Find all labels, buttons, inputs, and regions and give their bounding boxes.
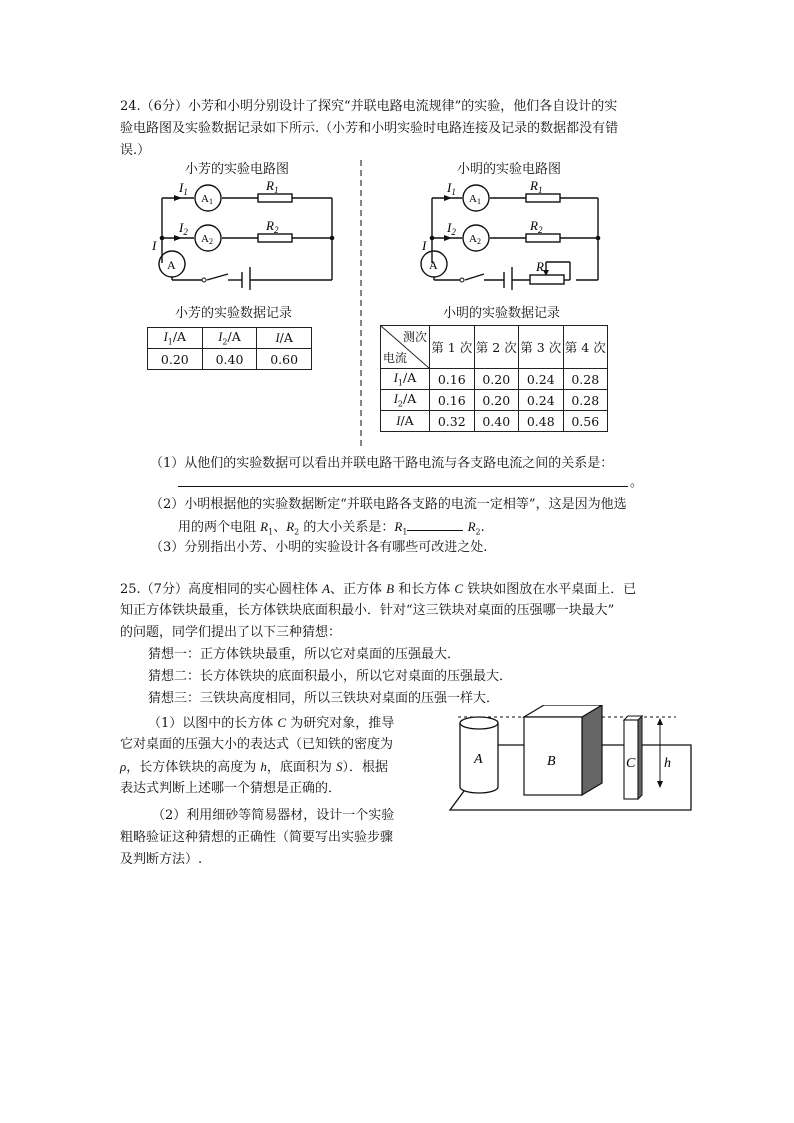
fang-ammeter-a: A	[167, 258, 176, 272]
fang-i2-label: $I_2$	[179, 220, 188, 237]
q25-part1-line3: ρ，长方体铁块的高度为 h，底面积为 S）．根据	[120, 759, 389, 775]
q25-part1-line2: 它对桌面的压强大小的表达式（已知铁的密度为	[120, 737, 394, 752]
table-cell: 0.40	[474, 411, 519, 432]
q24-sub3: （3）分别指出小芳、小明的实验设计各有哪些可改进之处.	[150, 540, 488, 555]
table-row	[381, 390, 608, 411]
fang-table-header-row	[148, 328, 312, 349]
q25-guess2: 猜想二：长方体铁块的底面积最小，所以它对桌面的压强最大．	[148, 669, 513, 684]
table-cell: 0.28	[563, 390, 608, 411]
ming-i2-label: $I_2$	[447, 220, 456, 237]
label-h: h	[664, 756, 671, 771]
table-cell: 0.20	[474, 390, 519, 411]
table-row	[381, 369, 608, 390]
table-cell: 0.48	[519, 411, 564, 432]
fang-circuit-title: 小芳的实验电路图	[185, 162, 290, 177]
fang-header-i1: $I_1/A$	[148, 328, 203, 349]
q24-intro-line2: 验电路图及实验数据记录如下所示.（小芳和小明实验时电路连接及记录的数据都没有错	[120, 121, 619, 136]
ming-data-table	[380, 325, 608, 432]
column-header: 第 2 次	[474, 326, 519, 369]
ming-i-label: I	[422, 238, 427, 253]
q25-part2-line3: 及判断方法）.	[120, 852, 203, 867]
q24-sub1-answer-line	[178, 486, 628, 487]
ming-table-header-row	[381, 326, 608, 369]
table-cell: 0.32	[430, 411, 475, 432]
q25-guess3: 猜想三：三铁块高度相同，所以三铁块对桌面的压强一样大．	[148, 691, 500, 706]
table-cell: 0.40	[202, 349, 257, 370]
q25-part1-line1: （1）以图中的长方体 C 为研究对象，推导	[148, 715, 395, 731]
corner-top-label: 测次	[402, 330, 427, 344]
table-cell: 0.20	[474, 369, 519, 390]
ming-rheostat-label: R	[536, 259, 544, 274]
q24-sub1: （1）从他们的实验数据可以看出并联电路干路电流与各支路电流之间的关系是：	[150, 456, 614, 471]
table-cell: 0.56	[563, 411, 608, 432]
row-header: $I_2/A$	[381, 390, 430, 411]
fang-r1-label: $R_1$	[266, 178, 279, 195]
fang-ammeter-a1: A1	[201, 193, 213, 206]
ming-circuit-diagram	[420, 178, 610, 290]
dashed-divider	[355, 160, 367, 450]
table-cell: 0.16	[430, 390, 475, 411]
column-header: 第 4 次	[563, 326, 608, 369]
fang-header-i: I/A	[257, 328, 312, 349]
q24-sub2-line1: （2）小明根据他的实验数据断定“并联电路各支路的电流一定相等”，这是因为他选	[150, 497, 627, 512]
table-row	[381, 411, 608, 432]
fang-i-label: I	[152, 238, 157, 253]
q25-guess1: 猜想一：正方体铁块最重，所以它对桌面的压强最大．	[148, 647, 461, 662]
ming-table-title: 小明的实验数据记录	[443, 306, 561, 321]
ming-r1-label: $R_1$	[530, 178, 543, 195]
ming-corner-cell	[381, 326, 430, 369]
fang-header-i2: $I_2/A$	[202, 328, 257, 349]
row-header: $I_1/A$	[381, 369, 430, 390]
label-a: A	[474, 752, 483, 767]
q24-sub2-line2: 用的两个电阻 $R_1$、$R_2$ 的大小关系是：$R_1$ $R_2$.	[178, 519, 485, 537]
ming-ammeter-a1: A1	[469, 193, 481, 206]
cube-b	[524, 705, 602, 795]
q25-line1: 25.（7分）高度相同的实心圆柱体 A、正方体 B 和长方体 C 铁块如图放在水平桌面上．已	[120, 581, 637, 597]
iron-blocks-figure	[428, 705, 698, 815]
fang-data-table	[147, 327, 312, 370]
fang-circuit-diagram	[152, 178, 342, 290]
ming-ammeter-a: A	[429, 258, 438, 272]
column-header: 第 1 次	[430, 326, 475, 369]
label-c: C	[626, 756, 636, 771]
q24-intro-line3: 误.）	[120, 143, 151, 158]
fang-table-value-row	[148, 349, 312, 370]
corner-bottom-label: 电流	[383, 351, 408, 365]
fang-i1-label: $I_1$	[179, 180, 188, 197]
q25-line3: 的问题，同学们提出了以下三种猜想：	[120, 625, 342, 640]
fang-ammeter-a2: A2	[201, 233, 213, 246]
row-header: I/A	[381, 411, 430, 432]
table-cell: 0.24	[519, 390, 564, 411]
ming-i1-label: $I_1$	[447, 180, 456, 197]
ming-r2-label: $R_2$	[530, 218, 543, 235]
q25-part1-line4: 表达式判断上述哪一个猜想是正确的．	[120, 781, 342, 796]
column-header: 第 3 次	[519, 326, 564, 369]
ming-circuit-title: 小明的实验电路图	[457, 162, 562, 177]
q25-line2: 知正方体铁块最重，长方体铁块底面积最小．针对“这三铁块对桌面的压强哪一块最大”	[120, 603, 615, 618]
fang-table-title: 小芳的实验数据记录	[175, 306, 293, 321]
fang-r2-label: $R_2$	[266, 218, 279, 235]
q25-part2-line1: （2）利用细砂等简易器材，设计一个实验	[152, 808, 395, 823]
label-b: B	[547, 754, 556, 769]
table-cell: 0.28	[563, 369, 608, 390]
q25-part2-line2: 粗略验证这种猜想的正确性（简要写出实验步骤	[120, 830, 394, 845]
q24-intro-line1: 24.（6分）小芳和小明分别设计了探究“并联电路电流规律”的实验，他们各自设计的实	[120, 99, 618, 114]
ming-ammeter-a2: A2	[469, 233, 481, 246]
table-cell: 0.20	[148, 349, 203, 370]
q24-sub1-end: 。	[630, 475, 644, 490]
q24-sub2-blank[interactable]	[407, 518, 463, 531]
table-cell: 0.60	[257, 349, 312, 370]
table-cell: 0.24	[519, 369, 564, 390]
table-cell: 0.16	[430, 369, 475, 390]
